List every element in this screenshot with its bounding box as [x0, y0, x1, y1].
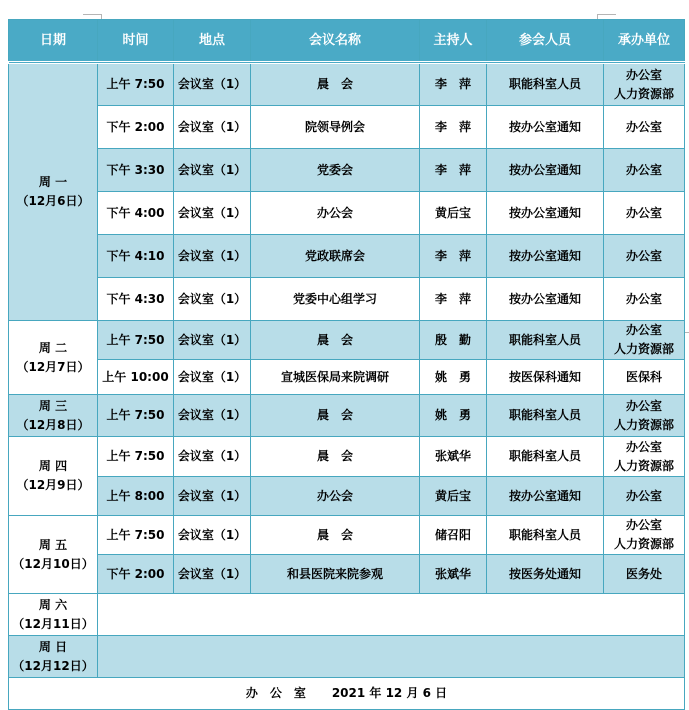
organizer-line: 人力资源部: [613, 417, 674, 432]
time-cell: 上午 7:50: [98, 321, 174, 360]
attendees-cell: 职能科室人员: [487, 437, 604, 477]
place-cell: 会议室（1）: [174, 192, 251, 235]
day-date: （12月10日）: [12, 556, 94, 571]
meeting-name-cell: 晨 会: [251, 321, 420, 360]
day-cell: [9, 594, 98, 636]
time-cell: 上午 10:00: [98, 360, 174, 395]
meeting-name-cell: 晨 会: [251, 516, 420, 555]
attendees-cell: 职能科室人员: [487, 395, 604, 437]
organizer-line: 人力资源部: [613, 342, 674, 356]
host-cell: 殷 勤: [420, 321, 487, 360]
day-date: （12月6日）: [16, 194, 90, 208]
meeting-schedule-table: [8, 19, 685, 710]
organizer-cell: [604, 192, 685, 235]
place-cell: 会议室（1）: [174, 395, 251, 437]
table-row: [9, 321, 685, 360]
meeting-name-cell: 党委会: [251, 149, 420, 192]
organizer-line: 办公室: [625, 119, 662, 134]
footer-cell: [9, 678, 685, 710]
attendees-cell: 按办公室通知: [487, 278, 604, 321]
meeting-name-cell: 办公会: [251, 192, 420, 235]
attendees-cell: 职能科室人员: [487, 321, 604, 360]
host-cell: 储召阳: [420, 516, 487, 555]
place-cell: 会议室（1）: [174, 235, 251, 278]
table-row: [9, 106, 685, 149]
day-cell: [9, 516, 98, 594]
host-cell: 张斌华: [420, 437, 487, 477]
meeting-name-cell: 党政联席会: [251, 235, 420, 278]
empty-schedule-cell: [98, 636, 685, 678]
time-cell: 上午 7:50: [98, 437, 174, 477]
table-row: [9, 437, 685, 477]
day-label: 周 日: [38, 639, 68, 654]
table-row: [9, 63, 685, 106]
organizer-cell: [604, 395, 685, 437]
attendees-cell: 按办公室通知: [487, 235, 604, 278]
attendees-cell: 按医务处通知: [487, 555, 604, 594]
meeting-name-cell: 宣城医保局来院调研: [251, 360, 420, 395]
host-cell: 李 萍: [420, 63, 487, 106]
table-header-row: [9, 20, 685, 63]
time-cell: 下午 3:30: [98, 149, 174, 192]
time-cell: 下午 4:30: [98, 278, 174, 321]
place-cell: 会议室（1）: [174, 360, 251, 395]
time-cell: 下午 4:10: [98, 235, 174, 278]
host-cell: 姚 勇: [420, 395, 487, 437]
organizer-line: 办公室: [625, 248, 662, 263]
table-row: [9, 149, 685, 192]
organizer-line: 办公室: [625, 67, 662, 82]
organizer-cell: [604, 516, 685, 555]
organizer-cell: [604, 278, 685, 321]
day-date: （12月11日）: [12, 616, 94, 631]
organizer-line: 办公室: [625, 162, 662, 177]
header-host: 主持人: [420, 20, 487, 63]
place-cell: 会议室（1）: [174, 63, 251, 106]
table-row: [9, 395, 685, 437]
organizer-cell: [604, 235, 685, 278]
meeting-name-cell: 和县医院来院参观: [251, 555, 420, 594]
attendees-cell: 职能科室人员: [487, 516, 604, 555]
footer-row: [9, 678, 685, 710]
day-cell: [9, 321, 98, 395]
host-cell: 李 萍: [420, 278, 487, 321]
empty-day-row: [9, 594, 685, 636]
day-date: （12月9日）: [16, 478, 90, 492]
place-cell: 会议室（1）: [174, 321, 251, 360]
meeting-name-cell: 党委中心组学习: [251, 278, 420, 321]
attendees-cell: 按医保科通知: [487, 360, 604, 395]
host-cell: 张斌华: [420, 555, 487, 594]
organizer-line: 人力资源部: [613, 458, 674, 473]
time-cell: 上午 7:50: [98, 395, 174, 437]
host-cell: 黄后宝: [420, 192, 487, 235]
day-label: 周 五: [38, 537, 68, 552]
day-label: 周 三: [38, 398, 68, 413]
table-row: [9, 192, 685, 235]
header-meeting: 会议名称: [251, 20, 420, 63]
header-attendees: 参会人员: [487, 20, 604, 63]
organizer-cell: [604, 63, 685, 106]
meeting-name-cell: 院领导例会: [251, 106, 420, 149]
organizer-line: 办公室: [625, 518, 662, 532]
day-cell: [9, 63, 98, 321]
day-date: （12月7日）: [16, 359, 90, 374]
organizer-line: 医保科: [625, 369, 662, 384]
meeting-name-cell: 办公会: [251, 477, 420, 516]
table-row: [9, 278, 685, 321]
time-cell: 上午 7:50: [98, 516, 174, 555]
organizer-line: 人力资源部: [613, 537, 674, 551]
place-cell: 会议室（1）: [174, 555, 251, 594]
header-date: 日期: [9, 20, 98, 63]
place-cell: 会议室（1）: [174, 437, 251, 477]
day-label: 周 六: [38, 597, 68, 612]
organizer-line: 办公室: [625, 291, 662, 306]
host-cell: 黄后宝: [420, 477, 487, 516]
organizer-cell: [604, 321, 685, 360]
organizer-cell: [604, 106, 685, 149]
organizer-cell: [604, 149, 685, 192]
day-label: 周 二: [38, 340, 68, 355]
attendees-cell: 按办公室通知: [487, 106, 604, 149]
header-organizer: 承办单位: [604, 20, 685, 63]
time-cell: 上午 8:00: [98, 477, 174, 516]
day-date: （12月8日）: [16, 417, 90, 432]
day-cell: [9, 437, 98, 516]
header-place: 地点: [174, 20, 251, 63]
day-label: 周 一: [38, 175, 68, 189]
host-cell: 李 萍: [420, 106, 487, 149]
time-cell: 下午 2:00: [98, 106, 174, 149]
host-cell: 姚 勇: [420, 360, 487, 395]
organizer-line: 办公室: [625, 323, 662, 337]
day-date: （12月12日）: [12, 658, 94, 673]
table-row: [9, 477, 685, 516]
organizer-line: 医务处: [625, 566, 662, 581]
attendees-cell: 职能科室人员: [487, 63, 604, 106]
organizer-cell: [604, 360, 685, 395]
meeting-name-cell: 晨 会: [251, 63, 420, 106]
table-row: [9, 516, 685, 555]
organizer-cell: [604, 437, 685, 477]
table-row: [9, 360, 685, 395]
table-row: [9, 235, 685, 278]
day-cell: [9, 636, 98, 678]
footer-office: 办 公 室: [245, 686, 306, 700]
host-cell: 李 萍: [420, 149, 487, 192]
organizer-cell: [604, 555, 685, 594]
empty-day-row: [9, 636, 685, 678]
host-cell: 李 萍: [420, 235, 487, 278]
time-cell: 下午 4:00: [98, 192, 174, 235]
day-cell: [9, 395, 98, 437]
organizer-line: 办公室: [625, 398, 662, 413]
place-cell: 会议室（1）: [174, 149, 251, 192]
place-cell: 会议室（1）: [174, 278, 251, 321]
attendees-cell: 按办公室通知: [487, 477, 604, 516]
place-cell: 会议室（1）: [174, 106, 251, 149]
organizer-line: 办公室: [625, 488, 662, 503]
place-cell: 会议室（1）: [174, 477, 251, 516]
place-cell: 会议室（1）: [174, 516, 251, 555]
time-cell: 上午 7:50: [98, 63, 174, 106]
empty-schedule-cell: [98, 594, 685, 636]
time-cell: 下午 2:00: [98, 555, 174, 594]
organizer-line: 办公室: [625, 205, 662, 220]
footer-date: 2021 年 12 月 6 日: [331, 686, 448, 700]
attendees-cell: 按办公室通知: [487, 149, 604, 192]
day-label: 周 四: [38, 459, 68, 473]
organizer-cell: [604, 477, 685, 516]
meeting-name-cell: 晨 会: [251, 395, 420, 437]
attendees-cell: 按办公室通知: [487, 192, 604, 235]
table-row: [9, 555, 685, 594]
meeting-name-cell: 晨 会: [251, 437, 420, 477]
organizer-line: 人力资源部: [613, 86, 674, 101]
header-time: 时间: [98, 20, 174, 63]
organizer-line: 办公室: [625, 439, 662, 454]
